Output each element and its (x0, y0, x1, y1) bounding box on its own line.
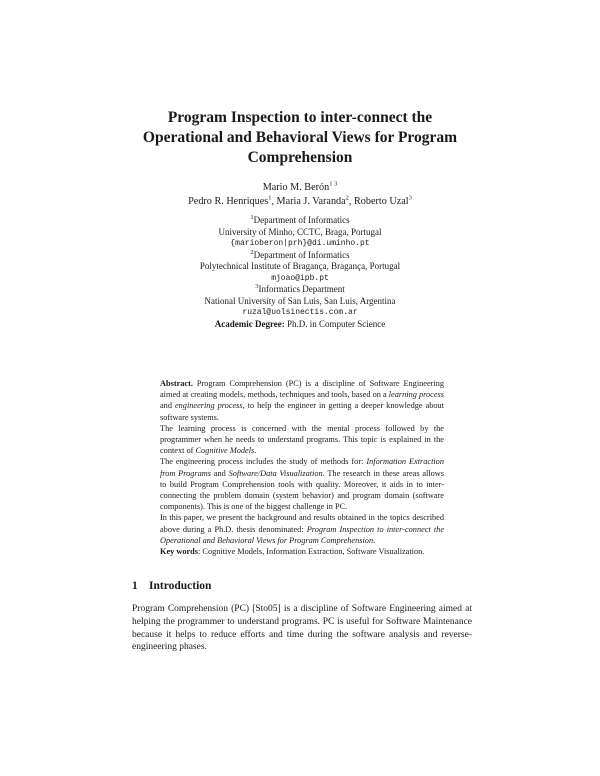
affiliation-3-univ: National University of San Luis, San Luis, Argentina (204, 295, 396, 306)
author-sup: 1 (268, 194, 272, 202)
author-sup: 1 3 (329, 180, 338, 188)
abstract-paragraph: Abstract. Program Comprehension (PC) is a discipline of Software Engineering aimed at creating models, methods, techniques and tools, based on a learning process and engineering process, to help the engineer in getting a deeper knowledge about software systems. (160, 379, 444, 422)
author-name: Maria J. Varanda (276, 196, 346, 207)
affiliation-2-email: mjoao@ipb.pt (271, 273, 329, 283)
abstract-paragraph: In this paper, we present the background and results obtained in the topics described above during a Ph.D. thesis denominated: Program Inspection to inter-connect the Operational and Behavioral Views for Program Comprehension. (160, 513, 445, 545)
paper-title (110, 108, 490, 168)
author-name: Roberto Uzal (354, 196, 409, 207)
abstract (160, 378, 444, 557)
abstract-paragraph: The engineering process includes the study of methods for: Information Extraction from Programs and Software/Data Visualization. The research in these areas allows to build Program Comprehension tools with quality. Moreover, it aids in to inter-connecting the problem domain (system behavior) and program domain (software components). This is one of the biggest challenge in PC. (160, 457, 445, 512)
affiliation-2-univ: Polytechnical Institute of Bragança, Bragança, Portugal (199, 261, 401, 271)
author-line-2: Pedro R. Henriques$^1$, Maria J. Varanda$^2$, Roberto Uzal$^3$ (188, 194, 412, 207)
academic-degree: Academic Degree: Ph.D. in Computer Science (214, 318, 386, 329)
keywords-label: Key words (160, 547, 199, 557)
title-line: Program Inspection to inter-connect the (167, 109, 433, 126)
affiliation-1-dept: $^1$Department of Informatics (250, 214, 350, 225)
section-body: Program Comprehension (PC) [Sto05] is a discipline of Software Engineering aimed at helping the programmer to understand programs. PC is useful for Software Maintenance because it helps to reduce efforts and time during the software analysis and reverse-engineering phases. (132, 604, 472, 653)
affiliation-1-email: {marioberon|prh}@di.uminho.pt (230, 239, 370, 248)
affiliations (100, 215, 500, 330)
title-line: Operational and Behavioral Views for Program (142, 129, 458, 146)
author-line-1 (100, 181, 500, 195)
affiliation-2-dept: $^2$Department of Informatics (250, 248, 350, 260)
author-sup: 3 (408, 194, 412, 202)
abstract-label: Abstract. (160, 379, 193, 388)
affiliation-3-email: ruzal@uolsinectis.com.ar (242, 308, 358, 317)
keywords: Key words: Cognitive Models, Information Extraction, Software Visualization. (160, 547, 425, 557)
title-line: Comprehension (247, 149, 353, 166)
abstract-paragraph: The learning process is concerned with the mental process followed by the programmer when he needs to understand programs. This topic is explained in the context of Cognitive Models. (160, 423, 444, 456)
section-heading (132, 580, 472, 592)
section-title: Introduction (149, 580, 212, 592)
author-sup: 2 (345, 194, 349, 202)
author-name: Mario M. Berón (262, 182, 330, 193)
affiliation-1-univ: University of Minho, CCTC, Braga, Portugal (218, 226, 382, 237)
section-number: 1 (132, 580, 138, 592)
affiliation-3-dept: $^3$Informatics Department (255, 283, 345, 294)
author-name: Pedro R. Henriques (188, 196, 269, 207)
author-list (100, 181, 500, 209)
